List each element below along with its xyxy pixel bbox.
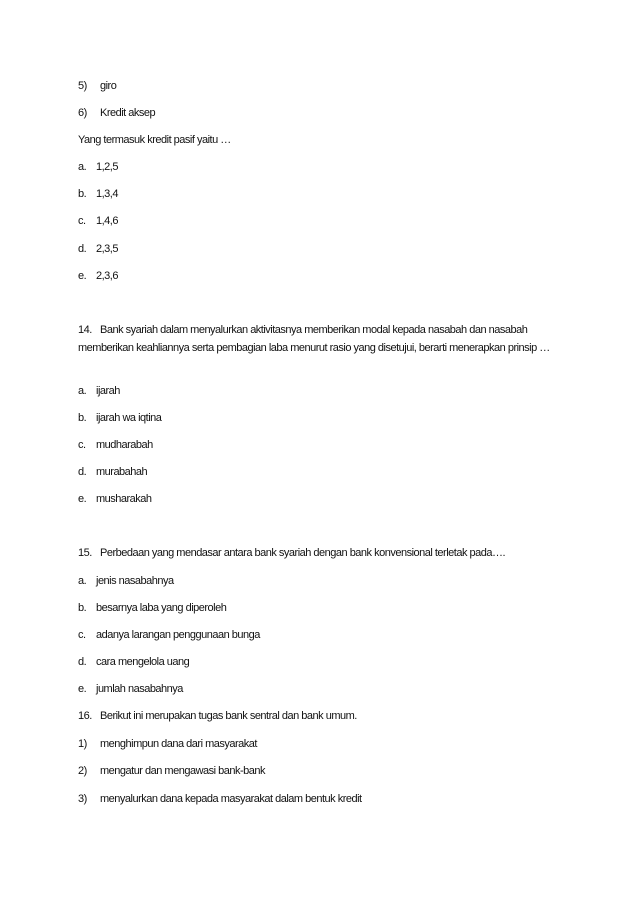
question-text: Perbedaan yang mendasar antara bank syariah dengan bank konvensional terletak pada…. <box>100 547 506 559</box>
list-item <box>78 737 257 751</box>
list-text: mengatur dan mengawasi bank-bank <box>100 765 266 777</box>
option-letter: b. <box>78 412 87 424</box>
list-number: 3) <box>78 793 87 805</box>
answer-option <box>78 411 161 425</box>
question-14 <box>78 321 568 357</box>
answer-option <box>78 465 147 479</box>
answer-option <box>78 682 183 696</box>
option-text: 1,2,5 <box>96 161 118 173</box>
question-prompt: Yang termasuk kredit pasif yaitu … <box>78 134 231 146</box>
option-text: cara mengelola uang <box>96 656 190 668</box>
list-number: 1) <box>78 738 87 750</box>
list-text: Kredit aksep <box>100 107 156 119</box>
list-number: 6) <box>78 107 87 119</box>
option-text: murabahah <box>96 466 148 478</box>
option-text: 1,3,4 <box>96 188 118 200</box>
list-item <box>78 106 155 120</box>
option-letter: e. <box>78 493 87 505</box>
option-letter: a. <box>78 385 87 397</box>
option-text: adanya larangan penggunaan bunga <box>96 629 260 641</box>
option-letter: d. <box>78 466 87 478</box>
answer-option <box>78 438 153 452</box>
list-text: menyalurkan dana kepada masyarakat dalam bentuk kredit <box>100 793 362 805</box>
option-text: mudharabah <box>96 439 153 451</box>
option-letter: c. <box>78 215 86 227</box>
list-text: menghimpun dana dari masyarakat <box>100 738 257 750</box>
question-number: 16. <box>78 710 92 722</box>
question-text: Berikut ini merupakan tugas bank sentral dan bank umum. <box>100 710 357 722</box>
option-text: besarnya laba yang diperoleh <box>96 602 227 614</box>
question-number: 14. <box>78 324 92 336</box>
option-text: ijarah <box>96 385 120 397</box>
list-number: 5) <box>78 80 87 92</box>
option-text: ijarah wa iqtina <box>96 412 162 424</box>
list-text: giro <box>100 80 117 92</box>
list-item <box>78 79 116 93</box>
answer-option <box>78 574 174 588</box>
question-number: 15. <box>78 547 92 559</box>
question-text: Bank syariah dalam menyalurkan aktivitasnya memberikan modal kepada nasabah dan nasabah memberikan keahliannya serta pembagian laba menurut rasio yang disetujui, berarti menerapkan prinsip … <box>78 324 550 354</box>
question-15 <box>78 546 505 560</box>
option-letter: d. <box>78 656 87 668</box>
option-letter: e. <box>78 270 87 282</box>
answer-option <box>78 492 152 506</box>
option-letter: d. <box>78 243 87 255</box>
answer-option <box>78 628 260 642</box>
option-letter: b. <box>78 602 87 614</box>
answer-option <box>78 384 120 398</box>
option-text: 1,4,6 <box>96 215 118 227</box>
list-number: 2) <box>78 765 87 777</box>
option-text: jumlah nasabahnya <box>96 683 183 695</box>
list-item <box>78 792 362 806</box>
answer-option <box>78 214 118 228</box>
answer-option <box>78 601 226 615</box>
option-letter: b. <box>78 188 87 200</box>
option-letter: e. <box>78 683 87 695</box>
answer-option <box>78 160 118 174</box>
answer-option <box>78 269 118 283</box>
answer-option <box>78 655 189 669</box>
option-letter: c. <box>78 629 86 641</box>
option-text: jenis nasabahnya <box>96 575 174 587</box>
option-letter: c. <box>78 439 86 451</box>
option-letter: a. <box>78 575 87 587</box>
answer-option <box>78 187 118 201</box>
option-letter: a. <box>78 161 87 173</box>
list-item <box>78 764 265 778</box>
option-text: 2,3,6 <box>96 270 118 282</box>
question-16 <box>78 709 357 723</box>
option-text: 2,3,5 <box>96 243 118 255</box>
answer-option <box>78 242 118 256</box>
option-text: musharakah <box>96 493 152 505</box>
